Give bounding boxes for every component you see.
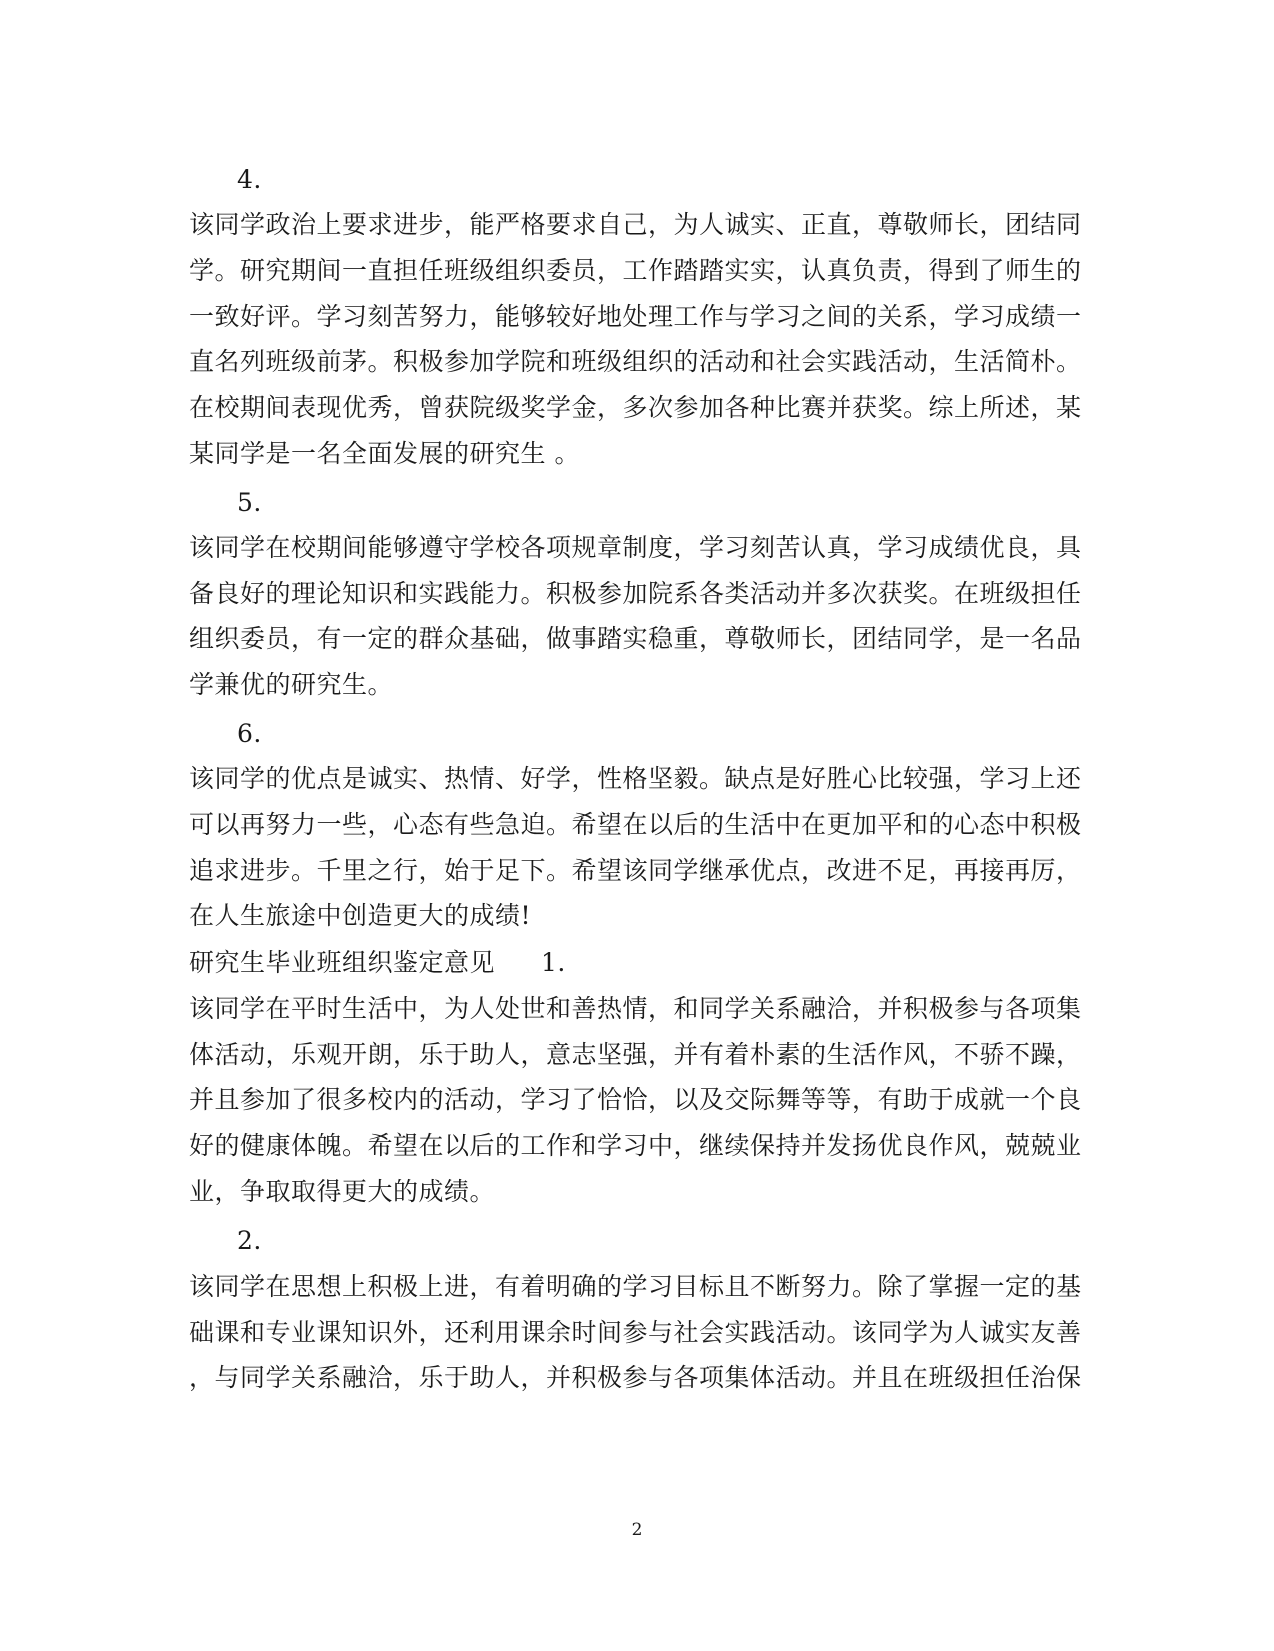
paragraph-line: 在校期间表现优秀，曾获院级奖学金，多次参加各种比赛并获奖。综上所述，某 <box>189 393 1082 422</box>
paragraph-line: 该同学政治上要求进步，能严格要求自己，为人诚实、正直，尊敬师长，团结同 <box>189 210 1082 239</box>
item-number: 1. <box>541 948 566 977</box>
paragraph-line: 一致好评。学习刻苦努力，能够较好地处理工作与学习之间的关系，学习成绩一 <box>189 302 1082 331</box>
paragraph-line: 备良好的理论知识和实践能力。积极参加院系各类活动并多次获奖。在班级担任 <box>189 579 1082 608</box>
section-heading <box>189 946 1069 980</box>
paragraph-line: 可以再努力一些，心态有些急迫。希望在以后的生活中在更加平和的心态中积极 <box>189 810 1082 839</box>
paragraph-line: 某同学是一名全面发展的研究生 。 <box>189 439 580 468</box>
paragraph-line: 学。研究期间一直担任班级组织委员，工作踏踏实实，认真负责，得到了师生的 <box>189 256 1082 285</box>
paragraph-line: 追求进步。千里之行，始于足下。希望该同学继承优点，改进不足，再接再厉， <box>189 856 1082 885</box>
paragraph-line: 该同学在平时生活中，为人处世和善热情，和同学关系融洽，并积极参与各项集 <box>189 994 1082 1023</box>
item-number: 5. <box>237 488 262 517</box>
item-number: 2. <box>237 1226 262 1255</box>
paragraph-line: 该同学的优点是诚实、热情、好学，性格坚毅。缺点是好胜心比较强，学习上还 <box>189 764 1082 793</box>
section-heading-title: 研究生毕业班组织鉴定意见 <box>189 948 496 977</box>
paragraph-line: 组织委员，有一定的群众基础，做事踏实稳重，尊敬师长，团结同学，是一名品 <box>189 624 1082 653</box>
paragraph-line: 并且参加了很多校内的活动，学习了恰恰，以及交际舞等等，有助于成就一个良 <box>189 1085 1082 1114</box>
paragraph-line: 直名列班级前茅。积极参加学院和班级组织的活动和社会实践活动，生活简朴。 <box>189 347 1082 376</box>
paragraph-line: 学兼优的研究生。 <box>189 670 394 699</box>
paragraph-line: 在人生旅途中创造更大的成绩! <box>189 901 532 930</box>
item-number: 6. <box>237 719 262 748</box>
page-number: 2 <box>631 1520 643 1540</box>
paragraph-line: 好的健康体魄。希望在以后的工作和学习中，继续保持并发扬优良作风，兢兢业 <box>189 1131 1082 1160</box>
paragraph-line: 该同学在思想上积极上进，有着明确的学习目标且不断努力。除了掌握一定的基 <box>189 1272 1082 1301</box>
paragraph-line: 该同学在校期间能够遵守学校各项规章制度，学习刻苦认真，学习成绩优良，具 <box>189 533 1082 562</box>
paragraph-line: 业，争取取得更大的成绩。 <box>189 1177 496 1206</box>
paragraph-line: 础课和专业课知识外，还利用课余时间参与社会实践活动。该同学为人诚实友善 <box>189 1318 1082 1347</box>
paragraph-line: ，与同学关系融洽，乐于助人，并积极参与各项集体活动。并且在班级担任治保 <box>189 1363 1082 1392</box>
paragraph-line: 体活动，乐观开朗，乐于助人，意志坚强，并有着朴素的生活作风，不骄不躁， <box>189 1040 1082 1069</box>
item-number: 4. <box>237 165 262 194</box>
